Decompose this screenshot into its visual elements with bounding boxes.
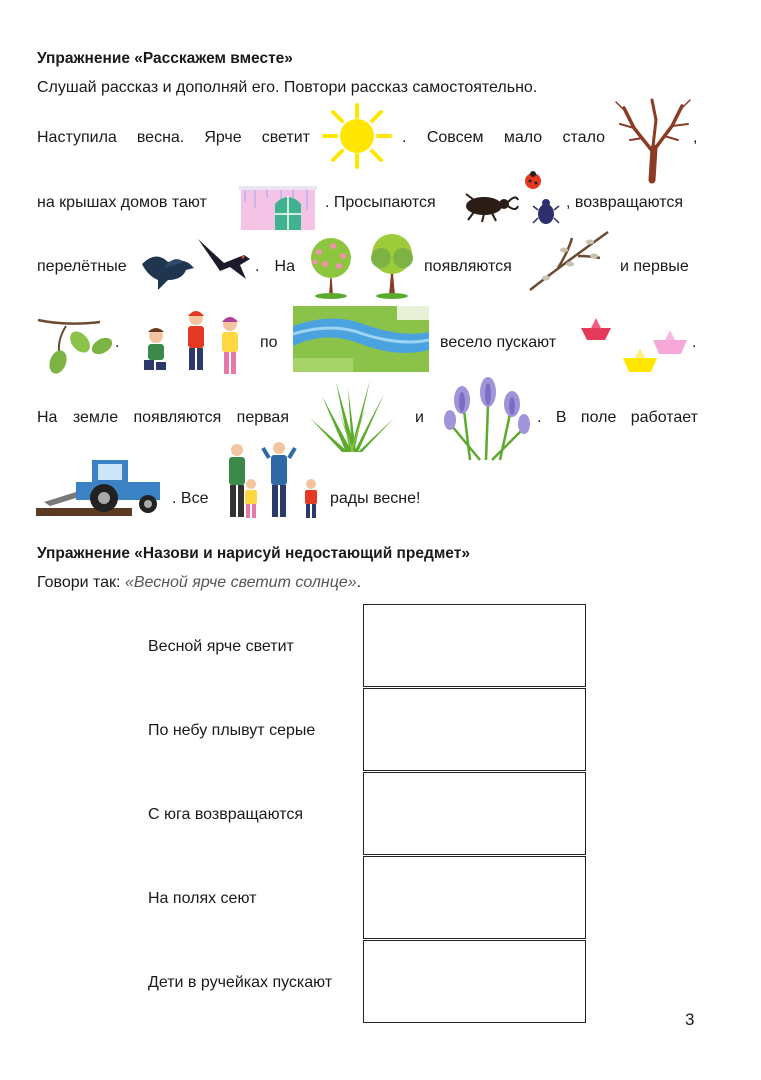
- drawing-box-1[interactable]: [363, 604, 586, 687]
- story-text: появляются: [424, 258, 512, 275]
- prompt-row-4: На полях сеют: [148, 890, 257, 907]
- prompt-row-5: Дети в ручейках пускают: [148, 974, 333, 991]
- story-text: , возвращаются: [566, 194, 684, 211]
- prompt-row-2: По небу плывут серые: [148, 722, 316, 739]
- story-text: .: [692, 334, 697, 351]
- story-text: Наступила весна. Ярче светит: [37, 129, 310, 146]
- sun-icon: [318, 103, 396, 169]
- melting-snow-house-icon: [233, 176, 323, 230]
- story-text: и: [415, 409, 424, 426]
- family-icon: [223, 440, 323, 520]
- story-text: . Совсем мало стало: [402, 129, 605, 146]
- story-text: весело пускают: [440, 334, 557, 351]
- drawing-box-3[interactable]: [363, 772, 586, 855]
- ladybug-icon: [522, 170, 544, 190]
- story-text: ,: [693, 129, 698, 146]
- story-text: . Просыпаются: [325, 194, 436, 211]
- bare-tree-icon: [612, 96, 692, 182]
- story-text: .: [115, 334, 120, 351]
- prompt-row-1: Весной ярче светит: [148, 638, 294, 655]
- exercise2-instruction: Говори так: «Весной ярче светит солнце».: [37, 574, 362, 591]
- willow-branch-icon: [528, 228, 610, 292]
- exercise2-title: Упражнение «Назови и нарисуй недостающий предмет»: [37, 545, 470, 562]
- story-text: . В поле работает: [537, 409, 698, 426]
- story-text: перелётные: [37, 258, 127, 275]
- green-tree-icon: [363, 232, 421, 298]
- stream-icon: [293, 306, 429, 372]
- story-text: на крышах домов тают: [37, 194, 207, 211]
- stag-beetle-icon: [460, 182, 520, 222]
- story-text: На земле появляются первая: [37, 409, 289, 426]
- paper-boats-icon: [581, 318, 689, 374]
- crow-icon: [138, 244, 196, 292]
- prompt-row-3: С юга возвращаются: [148, 806, 304, 823]
- crocus-flowers-icon: [440, 374, 532, 460]
- drawing-box-5[interactable]: [363, 940, 586, 1023]
- example-sentence: «Весной ярче светит солнце»: [124, 574, 357, 591]
- page-number: 3: [685, 1010, 695, 1029]
- leaf-branch-icon: [36, 312, 114, 374]
- drawing-box-2[interactable]: [363, 688, 586, 771]
- story-text: . На: [255, 258, 295, 275]
- story-text: по: [260, 334, 278, 351]
- exercise1-instruction: Слушай рассказ и дополняй его. Повтори рассказ самостоятельно.: [37, 79, 538, 96]
- blooming-tree-icon: [303, 234, 359, 298]
- story-text: и первые: [620, 258, 689, 275]
- story-text: . Все: [172, 490, 209, 507]
- exercise1-title: Упражнение «Расскажем вместе»: [37, 50, 293, 67]
- kids-icon: [138, 306, 250, 378]
- swallow-icon: [196, 235, 252, 281]
- drawing-box-4[interactable]: [363, 856, 586, 939]
- beetle-icon: [532, 196, 560, 226]
- tractor-icon: [36, 452, 164, 518]
- story-text: рады весне!: [330, 490, 421, 507]
